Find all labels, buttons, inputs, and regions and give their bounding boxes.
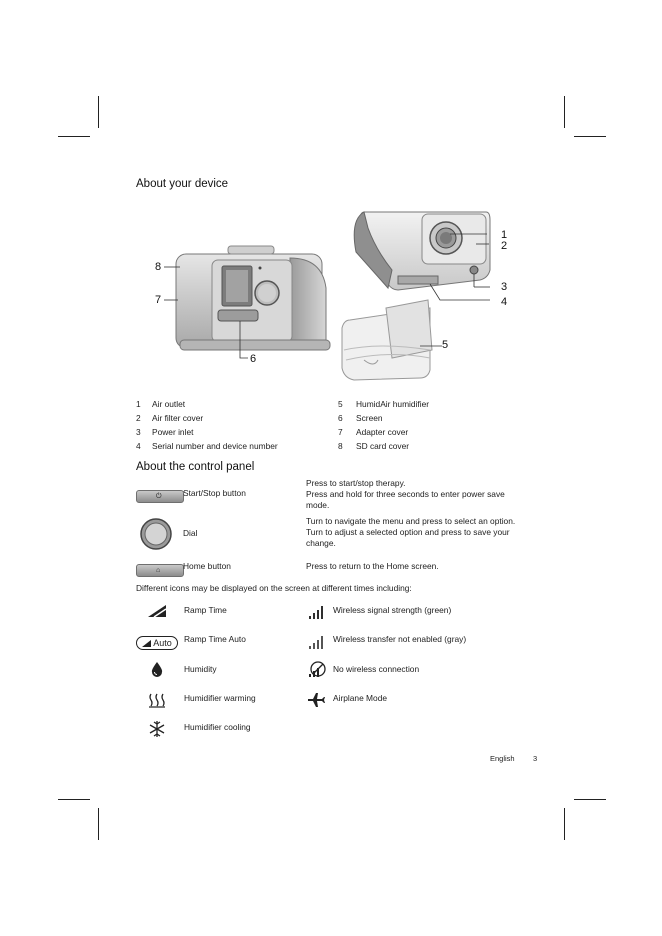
- home-icon: ⌂: [156, 567, 161, 574]
- dial-description: Turn to navigate the menu and press to select an option. Turn to adjust a selected option and press to save your change.: [306, 516, 516, 548]
- crop-mark: [564, 96, 565, 128]
- humidity-drop-icon: [150, 661, 164, 677]
- start-stop-label: Start/Stop button: [183, 488, 246, 498]
- humidity-label: Humidity: [184, 664, 217, 674]
- callout-8: 8: [155, 261, 162, 273]
- crop-mark: [98, 96, 99, 128]
- callout-4: 4: [501, 296, 508, 308]
- section-title-device: About your device: [136, 178, 229, 190]
- crop-mark: [564, 808, 565, 840]
- ramp-auto-icon: Auto: [136, 636, 178, 650]
- home-button-label: Home button: [183, 561, 231, 571]
- start-stop-button-illustration: [136, 490, 184, 503]
- humidifier-illustration: [342, 300, 432, 380]
- device-back-view: [354, 212, 490, 290]
- device-illustration: [130, 200, 530, 390]
- power-icon: ⏻: [156, 493, 162, 500]
- signal-gray-icon: [308, 634, 326, 650]
- callout-7: 7: [155, 294, 162, 306]
- ramp-time-auto-label: Ramp Time Auto: [184, 634, 246, 644]
- callout-3: 3: [501, 281, 508, 293]
- humidifier-warming-label: Humidifier warming: [184, 693, 256, 703]
- section-title-control-panel: About the control panel: [136, 461, 255, 473]
- callout-6: 6: [250, 353, 257, 365]
- home-button-description: Press to return to the Home screen.: [306, 561, 439, 571]
- humidifier-cooling-label: Humidifier cooling: [184, 722, 251, 732]
- crop-mark: [574, 136, 606, 137]
- page-number: 3: [533, 754, 538, 763]
- airplane-mode-label: Airplane Mode: [333, 693, 388, 703]
- start-stop-description: Press to start/stop therapy. Press and hold for three seconds to enter power save mode.: [306, 478, 505, 510]
- list-item: 5 HumidAir humidifier: [338, 399, 430, 409]
- snowflake-icon: [148, 720, 166, 738]
- dial-label: Dial: [183, 528, 198, 538]
- crop-mark: [98, 808, 99, 840]
- airplane-icon: [307, 692, 325, 708]
- icons-intro: Different icons may be displayed on the screen at different times including:: [136, 583, 412, 593]
- list-item: 4 Serial number and device number: [136, 441, 278, 451]
- crop-mark: [574, 799, 606, 800]
- dial-illustration: [140, 518, 172, 550]
- list-item: 2 Air filter cover: [136, 413, 204, 423]
- callout-1: 1: [501, 229, 508, 241]
- signal-strength-label: Wireless signal strength (green): [333, 605, 452, 615]
- parts-list-left: [136, 399, 278, 455]
- crop-mark: [58, 136, 90, 137]
- signal-strength-icon: [308, 604, 326, 620]
- crop-mark: [58, 799, 90, 800]
- callout-5: 5: [442, 339, 449, 351]
- parts-list-right: [338, 399, 429, 455]
- list-item: 3 Power inlet: [136, 427, 194, 437]
- list-item: 8 SD card cover: [338, 441, 410, 451]
- list-item: 7 Adapter cover: [338, 427, 409, 437]
- list-item: 6 Screen: [338, 413, 383, 423]
- home-button-illustration: [136, 564, 184, 577]
- device-front-view: [176, 246, 330, 350]
- ramp-time-label: Ramp Time: [184, 605, 227, 615]
- humidifier-warming-icon: [148, 692, 166, 708]
- no-wireless-icon: [307, 661, 327, 679]
- ramp-icon: [147, 604, 167, 618]
- footer-language: English: [490, 754, 515, 763]
- signal-gray-label: Wireless transfer not enabled (gray): [333, 634, 467, 644]
- no-wireless-label: No wireless connection: [333, 664, 420, 674]
- callout-2: 2: [501, 240, 508, 252]
- list-item: 1 Air outlet: [136, 399, 186, 409]
